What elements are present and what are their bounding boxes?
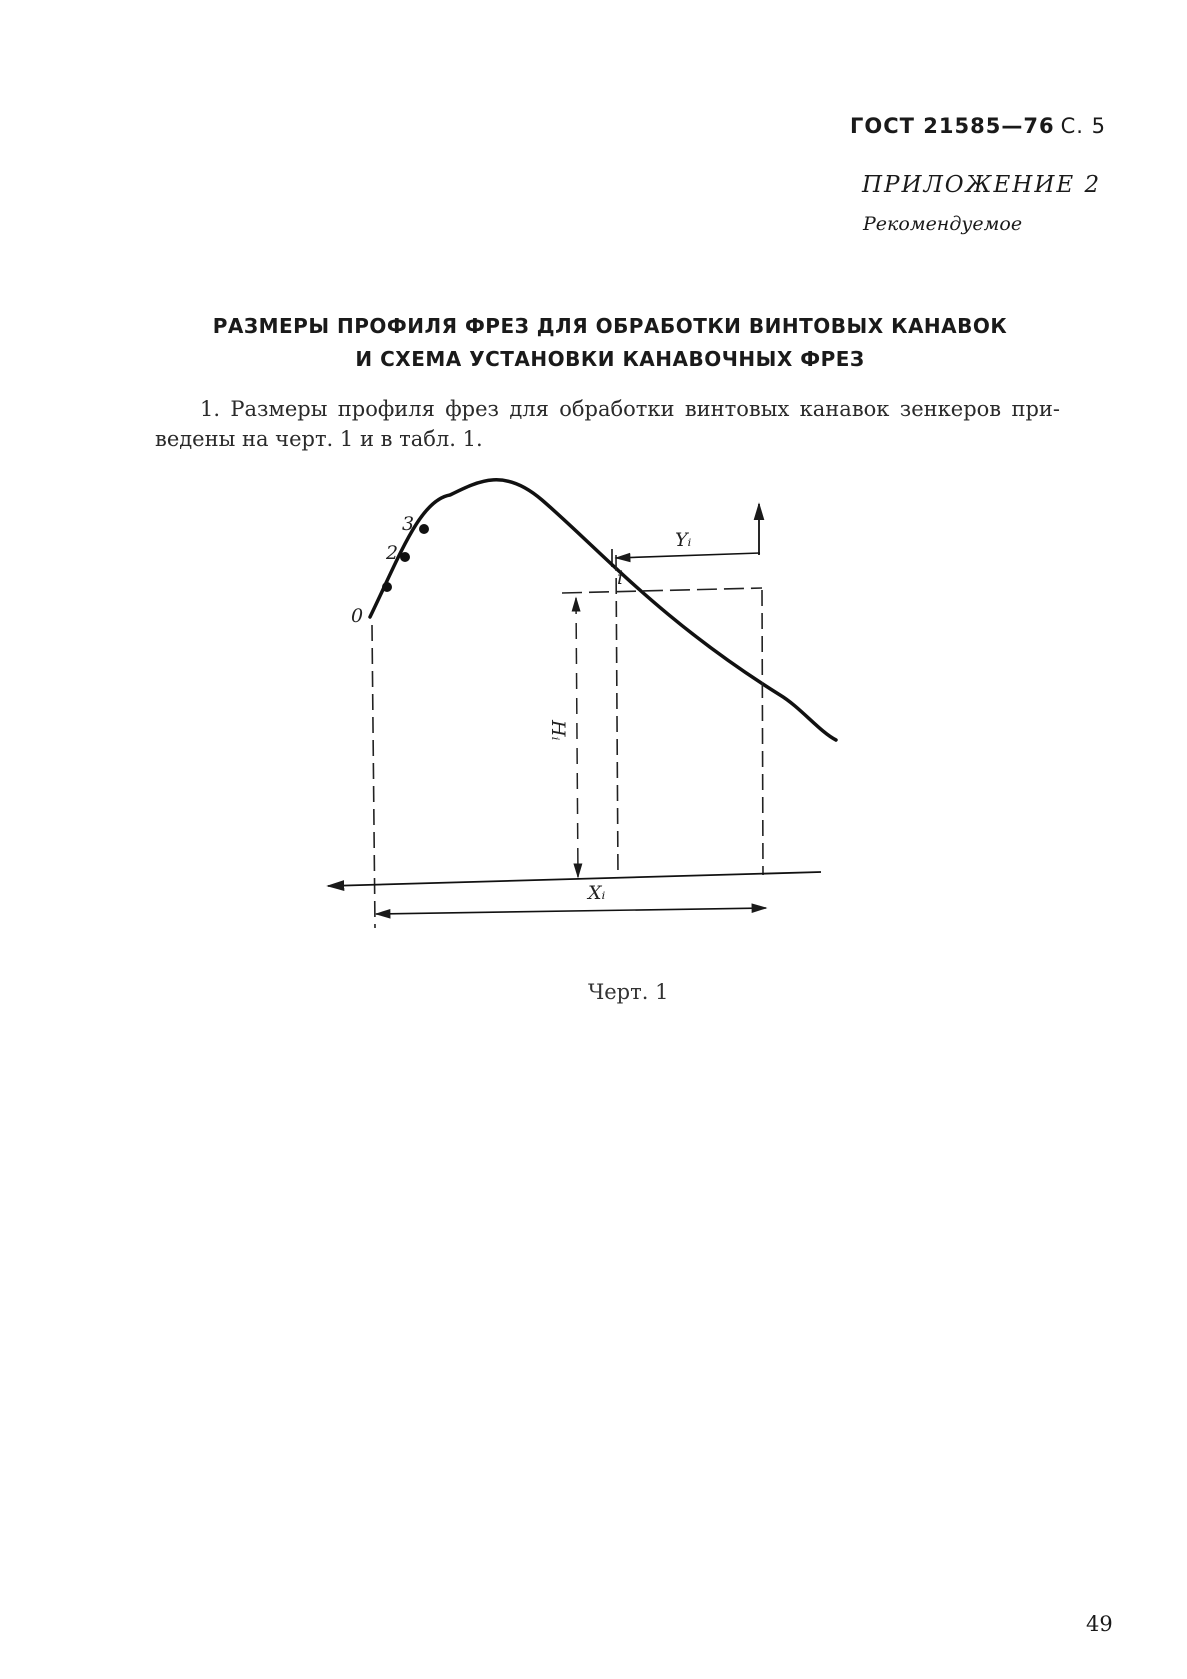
figure-caption: Черт. 1 [588, 980, 669, 1004]
profile-point-2 [400, 552, 410, 562]
appendix-title: ПРИЛОЖЕНИЕ 2 [862, 172, 1102, 198]
point-i-vertical-line [616, 555, 618, 877]
label-point-i: i [617, 567, 624, 589]
origin-vertical-line [372, 625, 375, 928]
label-y-dimension: Yᵢ [675, 529, 692, 551]
label-x-dimension: Xᵢ [588, 882, 606, 904]
h-dimension-arrow [576, 598, 578, 877]
horizontal-axis [328, 872, 821, 886]
label-point-0: 0 [351, 605, 364, 627]
label-point-3: 3 [402, 513, 415, 535]
section-title-line-1: РАЗМЕРЫ ПРОФИЛЯ ФРЕЗ ДЛЯ ОБРАБОТКИ ВИНТОВЫХ КАНАВОК [212, 314, 1008, 338]
label-h-dimension: Hᵢ [547, 720, 569, 741]
x-dimension-arrow [376, 908, 766, 914]
y-dimension-arrow [616, 553, 760, 558]
profile-curve [370, 480, 836, 740]
page-number: 49 [1086, 1612, 1113, 1636]
profile-point-1 [382, 582, 392, 592]
point-i-horizontal-line [562, 588, 762, 593]
page-reference: С. 5 [1060, 114, 1106, 138]
section-title-line-2: И СХЕМА УСТАНОВКИ КАНАВОЧНЫХ ФРЕЗ [355, 347, 865, 371]
appendix-note: Рекомендуемое [863, 213, 1023, 235]
standard-code-text: ГОСТ 21585—76 [850, 114, 1055, 138]
profile-point-3 [419, 524, 429, 534]
right-vertical-line [762, 590, 763, 875]
label-point-2: 2 [386, 542, 399, 564]
body-paragraph-line-2: ведены на черт. 1 и в табл. 1. [155, 427, 483, 451]
body-paragraph-line-1: 1. Размеры профиля фрез для обработки винтовых канавок зенкеров при- [200, 397, 1060, 421]
